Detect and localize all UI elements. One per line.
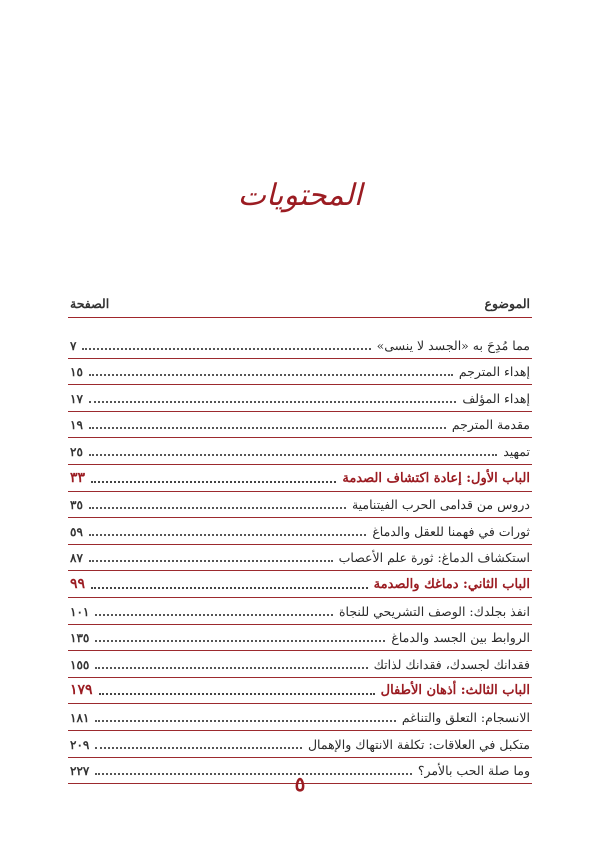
toc-chapter-entry <box>68 571 532 598</box>
entry-page: ١٠١ <box>70 604 90 619</box>
toc-entry <box>68 518 532 545</box>
entry-page: ٢٠٩ <box>70 737 90 752</box>
toc-header <box>68 296 532 318</box>
chapter-page: ٣٣ <box>70 469 86 486</box>
entry-page: ١٨١ <box>70 710 90 725</box>
entry-page: ٥٩ <box>70 524 83 539</box>
chapter-label: الباب الثالث: أذهان الأطفال <box>380 683 530 699</box>
entry-page: ٢٥ <box>70 444 83 459</box>
entry-label: استكشاف الدماغ: ثورة علم الأعصاب <box>338 550 530 566</box>
toc-entry <box>68 438 532 465</box>
entry-page: ٨٧ <box>70 551 83 566</box>
toc-entry <box>68 731 532 758</box>
page-column-label: الصفحة <box>70 296 110 311</box>
dot-leader <box>91 481 336 483</box>
chapter-label: الباب الأول: إعادة اكتشاف الصدمة <box>342 470 530 486</box>
toc-entry <box>68 704 532 731</box>
toc-entry <box>68 625 532 652</box>
toc-entry <box>68 492 532 519</box>
entry-label: متكبل في العلاقات: تكلفة الانتهاك والإهمال <box>307 736 530 752</box>
table-of-contents <box>68 296 532 784</box>
entry-label: انفذ بجلدك: الوصف التشريحي للنجاة <box>339 603 530 619</box>
dot-leader <box>95 720 395 722</box>
dot-leader <box>89 427 446 429</box>
entry-page: ٢٢٧ <box>70 764 90 779</box>
entry-label: وما صلة الحب بالأمر؟ <box>417 763 530 779</box>
toc-entry <box>68 332 532 359</box>
toc-entry <box>68 412 532 439</box>
entry-label: فقدانك لجسدك، فقدانك لذاتك <box>373 656 530 672</box>
entry-label: تمهيد <box>503 443 530 459</box>
toc-entry <box>68 598 532 625</box>
entry-label: الانسجام: التعلق والتناغم <box>401 709 530 725</box>
dot-leader <box>95 747 302 749</box>
dot-leader <box>91 587 368 589</box>
dot-leader <box>89 534 366 536</box>
entry-page: ١٣٥ <box>70 631 90 646</box>
chapter-label: الباب الثاني: دماغك والصدمة <box>373 576 530 592</box>
page-number: ٥ <box>294 772 306 796</box>
entry-page: ١٥٥ <box>70 657 90 672</box>
entry-label: إهداء المؤلف <box>462 390 530 406</box>
entry-label: مقدمة المترجم <box>451 417 530 433</box>
toc-chapter-entry <box>68 465 532 492</box>
toc-entry <box>68 385 532 412</box>
dot-leader <box>89 560 333 562</box>
entry-page: ١٥ <box>70 365 83 380</box>
dot-leader <box>82 348 370 350</box>
toc-entry <box>68 359 532 386</box>
toc-entry <box>68 545 532 572</box>
toc-entries <box>68 332 532 784</box>
entry-label: ثورات في فهمنا للعقل والدماغ <box>372 523 530 539</box>
toc-chapter-entry <box>68 678 532 705</box>
dot-leader <box>95 614 333 616</box>
entry-label: مما مُدِحَ به «الجسد لا ينسى» <box>376 337 530 353</box>
dot-leader <box>89 374 453 376</box>
toc-entry <box>68 651 532 678</box>
entry-label: إهداء المترجم <box>458 364 530 380</box>
entry-label: الروابط بين الجسد والدماغ <box>391 630 530 646</box>
topic-column-label: الموضوع <box>484 296 530 311</box>
chapter-page: ٩٩ <box>70 575 86 592</box>
dot-leader <box>89 454 497 456</box>
dot-leader <box>95 640 385 642</box>
entry-page: ١٧ <box>70 391 83 406</box>
entry-page: ١٩ <box>70 418 83 433</box>
dot-leader <box>95 667 367 669</box>
entry-page: ٣٥ <box>70 498 83 513</box>
chapter-page: ١٧٩ <box>70 682 93 699</box>
entry-label: دروس من قدامى الحرب الفيتنامية <box>351 497 530 513</box>
entry-page: ٧ <box>70 338 77 353</box>
page-title: المحتويات <box>237 178 363 213</box>
dot-leader <box>89 507 346 509</box>
dot-leader <box>89 401 456 403</box>
dot-leader <box>99 693 375 695</box>
